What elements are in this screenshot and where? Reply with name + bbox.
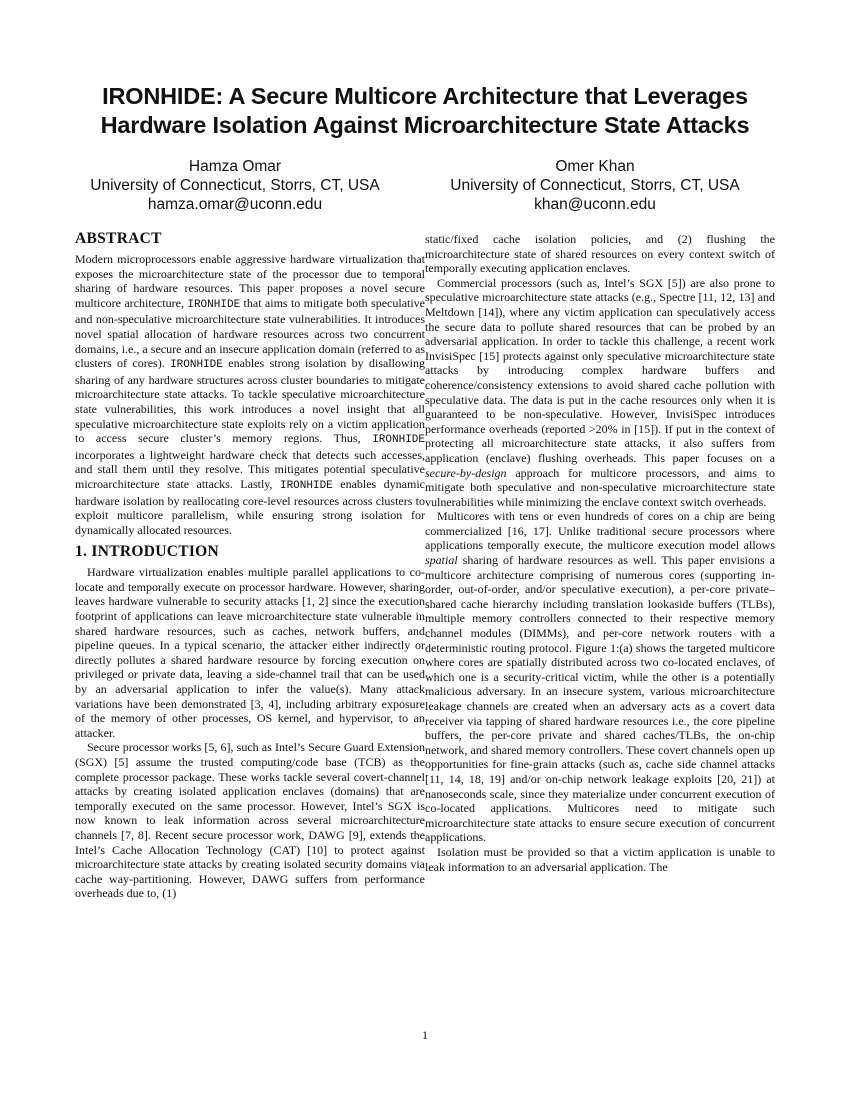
intro-paragraph-3: Commercial processors (such as, Intel’s SGX [5]) are also prone to speculative microarchitecture state attacks (e.g., Spectre [11, 12, 13] and Meltdown [14]), where any victim application can speculatively access the secure data to pollute shared resources that can be probed by an adversarial application. In order to tackle this challenge, a recent work InvisiSpec [15] protects against only speculative microarchitecture state attacks by introducing complex hardware buffers and coherence/consistency extensions to avoid shared cache pollution with speculative data. The data is put in the cache resources only when it is guaranteed to be non-speculative. However, InvisiSpec introduces performance overheads (reported >20% in [15]). If put in the context of protecting all microarchitecture state attacks, it also suffers from application (enclave) flushing overheads. This paper focuses on a secure-by-design approach for multicore processors, and aims to mitigate both speculative and non-speculative microarchitecture state vulnerabilities while minimizing the enclave context switch overheads. (425, 275, 775, 509)
author-block-1 (70, 157, 400, 214)
abstract-heading: ABSTRACT (75, 230, 162, 247)
title-line-2: Hardware Isolation Against Microarchitecture State Attacks (100, 112, 750, 138)
page-number: 1 (422, 1028, 428, 1042)
right-column (425, 232, 775, 874)
author-name: Omer Khan (555, 158, 635, 175)
title-line-1: IRONHIDE: A Secure Multicore Architecture that Leverages (102, 83, 748, 109)
intro-paragraph-2-continued: static/fixed cache isolation policies, and (2) flushing the microarchitecture state of shared resources on every context switch of temporally executing application enclaves. (425, 232, 775, 276)
author-affiliation: University of Connecticut, Storrs, CT, USA (450, 177, 740, 194)
author-name: Hamza Omar (188, 158, 282, 175)
system-name: IRONHIDE (279, 479, 333, 492)
author-block-2 (430, 157, 760, 214)
left-column (75, 230, 425, 901)
paper-title (40, 82, 810, 140)
abstract-paragraph: Modern microprocessors enable aggressive hardware virtualization that exposes the microarchitecture state of the processor due to temporal sharing of hardware resources. This paper proposes a novel secure multicore architecture, IRONHIDE that aims to mitigate both speculative and non-speculative microarchitecture state vulnerabilities. It introduces novel spatial allocation of hardware resources across two concurrent domains, i.e., a secure and an insecure application domain (referred to as clusters of cores). IRONHIDE enables strong isolation by disallowing sharing of any hardware structures across cluster boundaries to mitigate microarchitecture state attacks. To tackle speculative microarchitecture state vulnerabilities, this work introduces a novel insight that all speculative microarchitecture state exploits rely on a victim application to access secure cluster’s memory regions. Thus, IRONHIDE incorporates a lightweight hardware check that detects such accesses, and stall them until they resolve. This mitigates potential speculative microarchitecture state attacks. Lastly, IRONHIDE enables dynamic hardware isolation by reallocating core-level resources across clusters to exploit multicore parallelism, while ensuring strong isolation for dynamically allocated resources. (75, 252, 426, 537)
intro-paragraph-5: Isolation must be provided so that a victim application is unable to leak information to an adversarial application. The (425, 844, 775, 874)
system-name: IRONHIDE (187, 298, 241, 311)
emphasis: spatial (425, 553, 458, 568)
author-email: hamza.omar@uconn.edu (147, 196, 323, 213)
intro-paragraph-2: Secure processor works [5, 6], such as Intel’s Secure Guard Extension (SGX) [5] assume the trusted computing/code base (TCB) as the complete processor package. These works tackle several covert-channel attacks by creating isolated application enclaves (domains) that are temporally executed on the same processor. However, Intel’s SGX is now known to leak information across several microarchitecture channels [7, 8]. Recent secure processor work, DAWG [9], extends the Intel’s Cache Allocation Technology (CAT) [10] to protect against microarchitecture state attacks by creating isolated security domains via cache way-partitioning. However, DAWG suffers from performance overheads due to, (1) (75, 740, 425, 901)
intro-paragraph-1: Hardware virtualization enables multiple parallel applications to co-locate and temporally execute on processor hardware. However, sharing leaves hardware vulnerable to security attacks [1, 2] since the execution footprint of applications can leave microarchitecture state vulnerable in shared hardware resources, such as caches, network buffers, and pipeline queues. In a typical scenario, the attacker either indirectly or directly pollutes a shared hardware resource by forcing execution on privileged or private data, leaving a side-channel trail that can be used by an adversarial application to infer the value(s). Many attack variations have been demonstrated [3, 4], including arbitrary exposure of the memory of other processes, OS kernel, and hypervisor, to an attacker. (75, 565, 425, 740)
author-email: khan@uconn.edu (534, 196, 656, 213)
intro-paragraph-4: Multicores with tens or even hundreds of cores on a chip are being commercialized [16, 17]. Unlike traditional secure processors where applications temporally execute, the multicore execution model allows spatial sharing of hardware resources as well. This paper envisions a multicore architecture comprising of numerous cores (supporting in-order, out-of-order, and/or speculative execution), a per-core private–shared cache hierarchy including translation lookaside buffers (TLBs), multiple memory controllers connected to their respective memory channel modules (DIMMs), and per-core network routers with a deterministic routing protocol. Figure 1:(a) shows the targeted multicore where cores are spatially distributed across two co-located enclaves, of which one is a security-critical victim, while the other is a potentially malicious adversary. In an insecure system, various microarchitecture leakage channels are created when an adversary acts as a covert data receiver via tapping of shared hardware resources i.e., the core pipeline buffers, the per-core private and shared caches/TLBs, the on-chip network, and shared memory controllers. These covert channels open up opportunities for fine-grain attacks (such as, cache side channel attacks [11, 14, 18, 19] and/or on-chip network leakage exploits [20, 21]) at nanoseconds scale, since they materialize under concurrent execution of co-located applications. Multicores need to mitigate such microarchitecture state attacks to ensure secure execution of concurrent applications. (425, 509, 775, 845)
author-affiliation: University of Connecticut, Storrs, CT, USA (90, 177, 380, 194)
emphasis: secure-by-design (425, 465, 507, 480)
introduction-heading: 1. INTRODUCTION (75, 543, 220, 561)
system-name: IRONHIDE (170, 359, 223, 372)
system-name: IRONHIDE (372, 434, 425, 447)
